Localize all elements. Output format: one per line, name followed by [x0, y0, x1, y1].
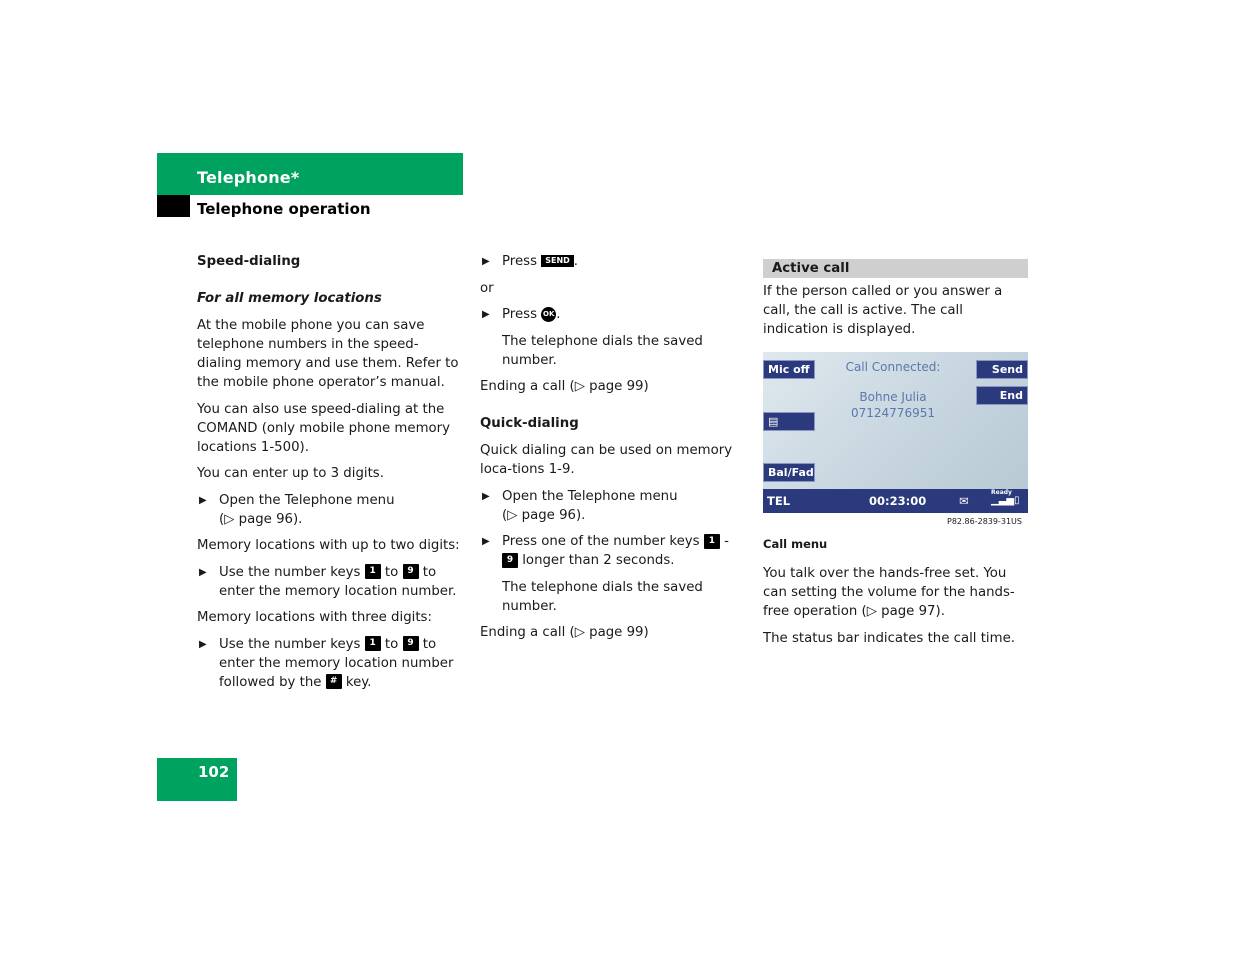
cross-reference: Ending a call (▷ page 99)	[480, 379, 649, 394]
tel-label: TEL	[767, 494, 791, 508]
paragraph: At the mobile phone you can save telephone numbers in the speed-dialing memory and use them. Refer to the mobile phone operator’s manual.	[197, 318, 459, 390]
section-title: Telephone*	[197, 168, 300, 187]
paragraph: If the person called or you answer a call, the call is active. The call indication is displayed.	[763, 284, 1003, 337]
speed-dialing-heading: Speed-dialing	[197, 254, 301, 269]
paragraph: You talk over the hands-free set. You can setting the volume for the hands-free operation (▷ page 97).	[763, 566, 1015, 619]
ok-key-icon: OK	[541, 307, 556, 322]
paragraph: Quick dialing can be used on memory loca-tions 1-9.	[480, 443, 733, 477]
envelope-icon: ✉	[959, 494, 969, 508]
call-screen-image	[763, 352, 1028, 513]
active-call-heading: Active call	[772, 261, 850, 276]
bullet-item: ▶ Press OK .	[482, 307, 561, 322]
phonebook-button[interactable]	[763, 412, 815, 431]
bullet-item: ▶ Open the Telephone menu (▷ page 96).	[199, 492, 395, 527]
column-right-top	[763, 282, 1028, 347]
bullet-item: ▶ Open the Telephone menu (▷ page 96).	[482, 488, 678, 523]
bullet-item: ▶ Press one of the number keys 1 - 9 longer than 2 seconds.	[482, 534, 729, 568]
bullet-triangle-icon: ▶	[199, 638, 207, 650]
bullet-triangle-icon: ▶	[482, 536, 490, 547]
key-1-icon: 1	[365, 636, 381, 651]
ready-label: Ready	[991, 489, 1012, 496]
bullet-triangle-icon: ▶	[482, 309, 490, 320]
bullet-item: ▶ Use the number keys 1 to 9 to enter the memory location number followed by the # key.	[199, 636, 454, 690]
key-hash-icon: #	[326, 674, 342, 689]
paragraph: The telephone dials the saved number.	[502, 579, 703, 614]
key-1-icon: 1	[365, 564, 381, 579]
phonebook-icon: ▤	[768, 415, 779, 428]
column-middle	[480, 252, 748, 650]
paragraph: Memory locations with three digits:	[197, 610, 432, 625]
paragraph: You can also use speed-dialing at the COMAND (only mobile phone memory locations 1-500).	[197, 401, 450, 455]
caller-name: Bohne Julia	[859, 390, 927, 404]
mic-off-button[interactable]: Mic off	[763, 360, 815, 379]
or-text: or	[480, 280, 494, 296]
bullet-triangle-icon: ▶	[199, 566, 207, 578]
image-code: P82.86-2839-31US	[947, 517, 1022, 526]
call-menu-caption: Call menu	[763, 537, 828, 551]
cross-reference: Ending a call (▷ page 99)	[480, 625, 649, 640]
paragraph: The status bar indicates the call time.	[763, 630, 1015, 646]
key-9-icon: 9	[403, 564, 419, 579]
memory-locations-subheading: For all memory locations	[197, 291, 382, 306]
key-9-icon: 9	[502, 553, 518, 568]
call-status-label: Call Connected:	[845, 360, 941, 374]
bullet-triangle-icon: ▶	[482, 256, 490, 267]
column-left	[197, 252, 463, 699]
subsection-title: Telephone operation	[197, 200, 371, 218]
key-1-icon: 1	[704, 534, 720, 549]
key-9-icon: 9	[403, 636, 419, 651]
signal-strength-icon: ▁▃▅▯	[991, 495, 1020, 506]
bullet-item: ▶ Press SEND .	[482, 254, 579, 269]
bal-fad-button[interactable]: Bal/Fad	[763, 463, 815, 482]
status-bar	[763, 489, 1028, 513]
bullet-triangle-icon: ▶	[199, 494, 207, 506]
column-right-bottom	[763, 535, 1028, 655]
page-number: 102	[198, 763, 230, 781]
subsection-marker	[157, 195, 190, 217]
bullet-item: ▶ Use the number keys 1 to 9 to enter the memory location number.	[199, 564, 457, 599]
quick-dialing-heading: Quick-dialing	[480, 416, 579, 431]
caller-number: 07124776951	[851, 406, 935, 420]
paragraph: Memory locations with up to two digits:	[197, 538, 460, 553]
call-time: 00:23:00	[869, 494, 927, 508]
paragraph: You can enter up to 3 digits.	[197, 466, 384, 481]
send-key-icon: SEND	[541, 255, 574, 267]
end-button[interactable]: End	[976, 386, 1028, 405]
bullet-triangle-icon: ▶	[482, 490, 490, 502]
paragraph: The telephone dials the saved number.	[502, 333, 703, 368]
send-button[interactable]: Send	[976, 360, 1028, 379]
